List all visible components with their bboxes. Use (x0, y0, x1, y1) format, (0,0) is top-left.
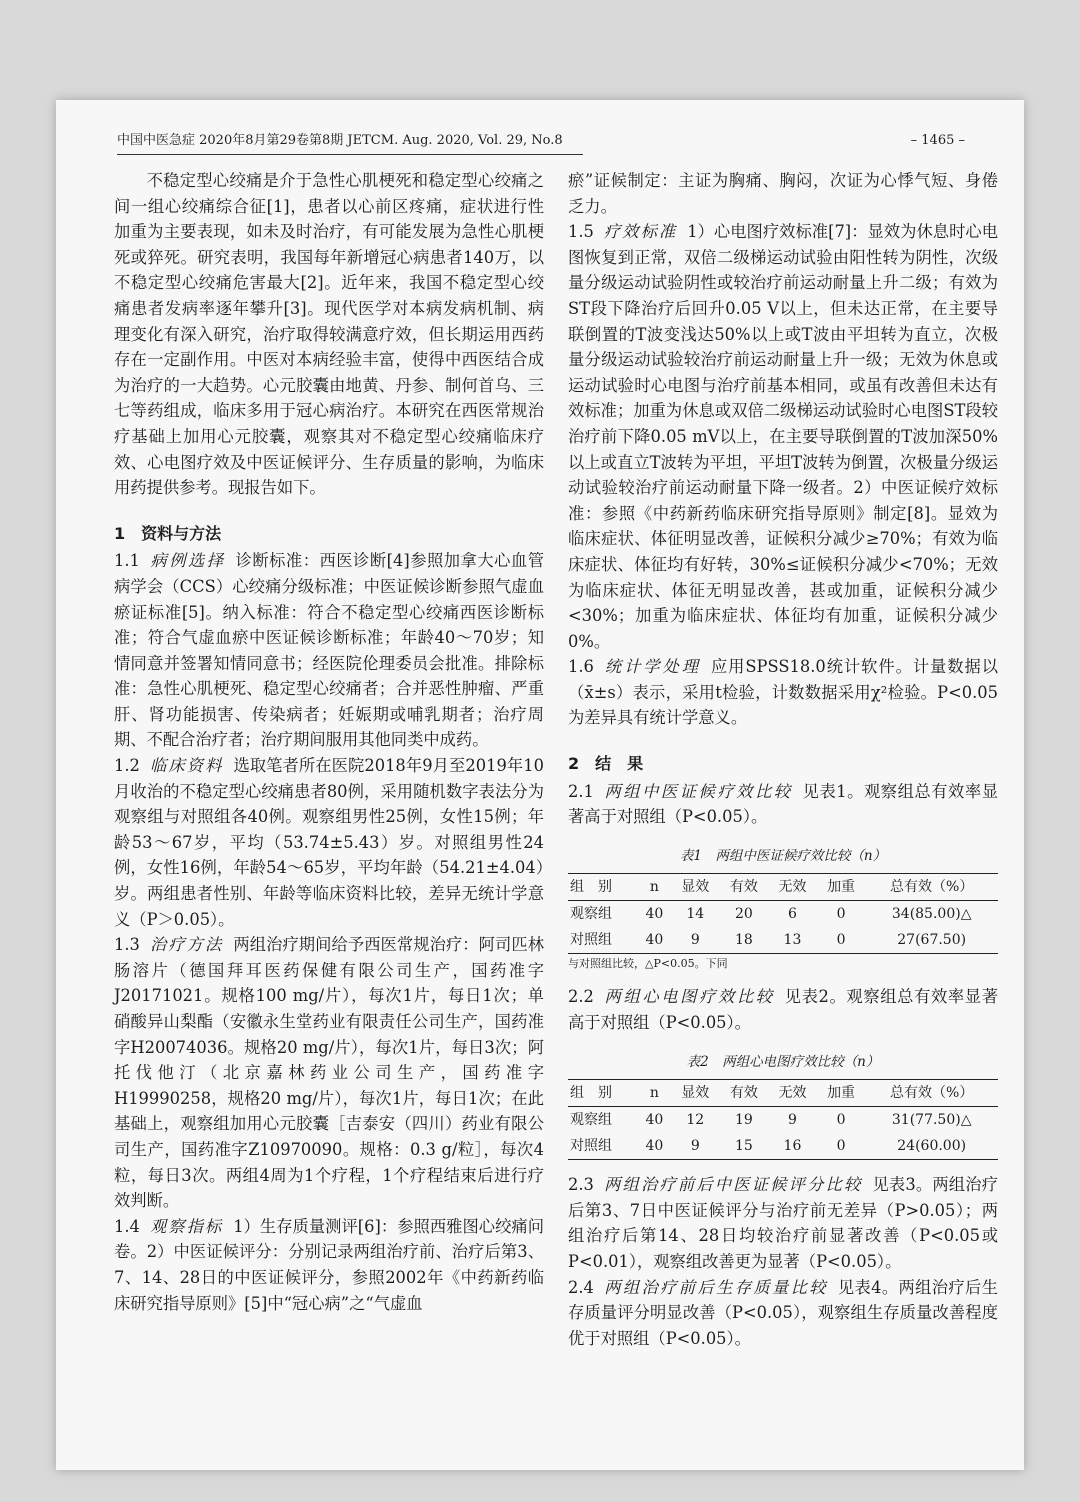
right-column (568, 168, 998, 1351)
continued-paragraph: 瘀”证候制定：主证为胸痛、胸闷，次证为心悸气短、身倦乏力。 (568, 171, 998, 216)
table-1 (568, 873, 998, 954)
section-1-1: 1.1 病例选择 诊断标准：西医诊断[4]参照加拿大心血管病学会（CCS）心绞痛分级标准；中医证候诊断参照气虚血瘀证标准[5]。纳入标准：符合不稳定型心绞痛西医诊断标准；符合气虚血瘀中医证候诊断标准；年龄40～70岁；知情同意并签署知情同意书；经医院伦理委员会批准。排除标准：急性心肌梗死、稳定型心绞痛者；合并恶性肿瘤、严重肝、肾功能损害、传染病者；妊娠期或哺乳期者；治疗周期、不配合治疗者；治疗期间服用其他同类中成药。 (114, 551, 544, 750)
intro-paragraph: 不稳定型心绞痛是介于急性心肌梗死和稳定型心绞痛之间一组心绞痛综合征[1]，患者以心前区疼痛，症状进行性加重为主要表现，如未及时治疗，有可能发展为急性心肌梗死或猝死。研究表明，我国每年新增冠心病患者140万，以不稳定型心绞痛危害最大[2]。近年来，我国不稳定型心绞痛患者发病率逐年攀升[3]。现代医学对本病发病机制、病理变化有深入研究，治疗取得较满意疗效，但长期运用西药存在一定副作用。中医对本病经验丰富，使得中西医结合成为治疗的一大趋势。心元胶囊由地黄、丹参、制何首乌、三七等药组成，临床多用于冠心病治疗。本研究在西医常规治疗基础上加用心元胶囊，观察其对不稳定型心绞痛临床疗效、心电图疗效及中医证候评分、生存质量的影响，为临床用药提供参考。现报告如下。 (114, 171, 544, 498)
section-2-2: 2.2 两组心电图疗效比较 见表2。观察组总有效率显著高于对照组（P<0.05）。 (568, 987, 998, 1033)
table-header-row: 组 别 n 显效 有效 无效 加重 总有效（%） (568, 874, 998, 901)
paper-page (56, 100, 1024, 1470)
section-1-6: 1.6 统计学处理 应用SPSS18.0统计软件。计量数据以（x̄±s）表示，采用t检验，计数数据采用χ²检验。P<0.05为差异具有统计学意义。 (568, 657, 998, 728)
table-2 (568, 1079, 998, 1160)
section-1-2: 1.2 临床资料 选取笔者所在医院2018年9月至2019年10月收治的不稳定型心绞痛患者80例，采用随机数字表法分为观察组与对照组各40例。观察组男性25例，女性15例；年龄53～67岁，平均（53.74±5.43）岁。对照组男性24例，女性16例，年龄54～65岁，平均年龄（54.21±4.04）岁。两组患者性别、年龄等临床资料比较，差异无统计学意义（P＞0.05）。 (114, 756, 544, 929)
table-header-row: 组 别 n 显效 有效 无效 加重 总有效（%） (568, 1080, 998, 1107)
table-row: 观察组 40 14 20 6 0 34(85.00)△ (570, 906, 972, 923)
table-1-note: 与对照组比较，△P<0.05。下同 (568, 957, 728, 971)
journal-line: 中国中医急症 2020年8月第29卷第8期 JETCM. Aug. 2020, Vol. 29, No.8 (117, 128, 583, 155)
section-2-heading: 2 结 果 (568, 754, 644, 774)
running-header (117, 128, 965, 154)
section-1-4: 1.4 观察指标 1）生存质量测评[6]：参照西雅图心绞痛问卷。2）中医证候评分：分别记录两组治疗前、治疗后第3、7、14、28日的中医证候评分，参照2002年《中药新药临床研究指导原则》[5]中“冠心病”之“气虚血 (114, 1216, 544, 1313)
left-column (114, 168, 544, 1316)
section-1-5: 1.5 疗效标准 1）心电图疗效标准[7]：显效为休息时心电图恢复到正常，双倍二级梯运动试验由阳性转为阴性，次级量分级运动试验阴性或较治疗前运动耐量上升二级；有效为ST段下降治疗后回升0.05 V以上，但未达正常，在主要导联倒置的T波变浅达50%以上或T波由平坦转为直立，次极量分级运动试验较治疗前运动耐量上升一级；无效为休息或运动试验时心电图与治疗前基本相同，或虽有改善但未达有效标准；加重为休息或双倍二级梯运动试验时心电图ST段较治疗前下降0.05 mV以上，在主要导联倒置的T波加深50%以上或直立T波转为平坦，平坦T波转为倒置，次极量分级运动试验较治疗前运动耐量下降一级者。2）中医证候疗效标准：参照《中药新药临床研究指导原则》制定[8]。显效为临床症状、体征明显改善，证候积分减少≥70%；有效为临床症状、体征均有好转，30%≤证候积分减少<70%；无效为临床症状、体征无明显改善，甚或加重，证候积分减少<30%；加重为临床症状、体征均有加重，证候积分减少0%。 (568, 222, 998, 651)
table-2-caption: 表2 两组心电图疗效比较（n） (686, 1053, 880, 1070)
section-2-4: 2.4 两组治疗前后生存质量比较 见表4。两组治疗后生存质量评分明显改善（P<0.05），观察组生存质量改善程度优于对照组（P<0.05）。 (568, 1277, 998, 1348)
section-1-3: 1.3 治疗方法 两组治疗期间给予西医常规治疗：阿司匹林肠溶片（德国拜耳医药保健有限公司生产，国药准字J20171021。规格100 mg/片），每次1片，每日1次；单硝酸异山梨酯（安徽永生堂药业有限责任公司生产，国药准字H20074036。规格20 mg/片），每次1片，每日3次；阿托伐他汀（北京嘉林药业公司生产，国药准字H19990258，规格20 mg/片），每次1片，每日1次；在此基础上，观察组加用心元胶囊［吉泰安（四川）药业有限公司生产，国药准字Z10970090。规格：0.3 g/粒］，每次4粒，每日3次。两组4周为1个疗程，1个疗程结束后进行疗效判断。 (114, 935, 544, 1211)
page-number: – 1465 – (910, 133, 965, 148)
section-2-1: 2.1 两组中医证候疗效比较 见表1。观察组总有效率显著高于对照组（P<0.05）。 (568, 781, 998, 827)
section-2-3: 2.3 两组治疗前后中医证候评分比较 见表3。两组治疗后第3、7日中医证候评分与治疗前无差异（P>0.05）；两组治疗后第14、28日均较治疗前显著改善（P<0.05或P<0.01），观察组改善更为显著（P<0.05）。 (568, 1175, 998, 1271)
table-row: 观察组 40 12 19 9 0 31(77.50)△ (570, 1112, 972, 1129)
table-1-caption: 表1 两组中医证候疗效比较（n） (679, 847, 887, 864)
section-1-heading: 1 资料与方法 (114, 523, 222, 543)
table-row: 对照组 40 9 18 13 0 27(67.50) (568, 927, 998, 954)
table-row: 对照组 40 9 15 16 0 24(60.00) (568, 1133, 998, 1160)
